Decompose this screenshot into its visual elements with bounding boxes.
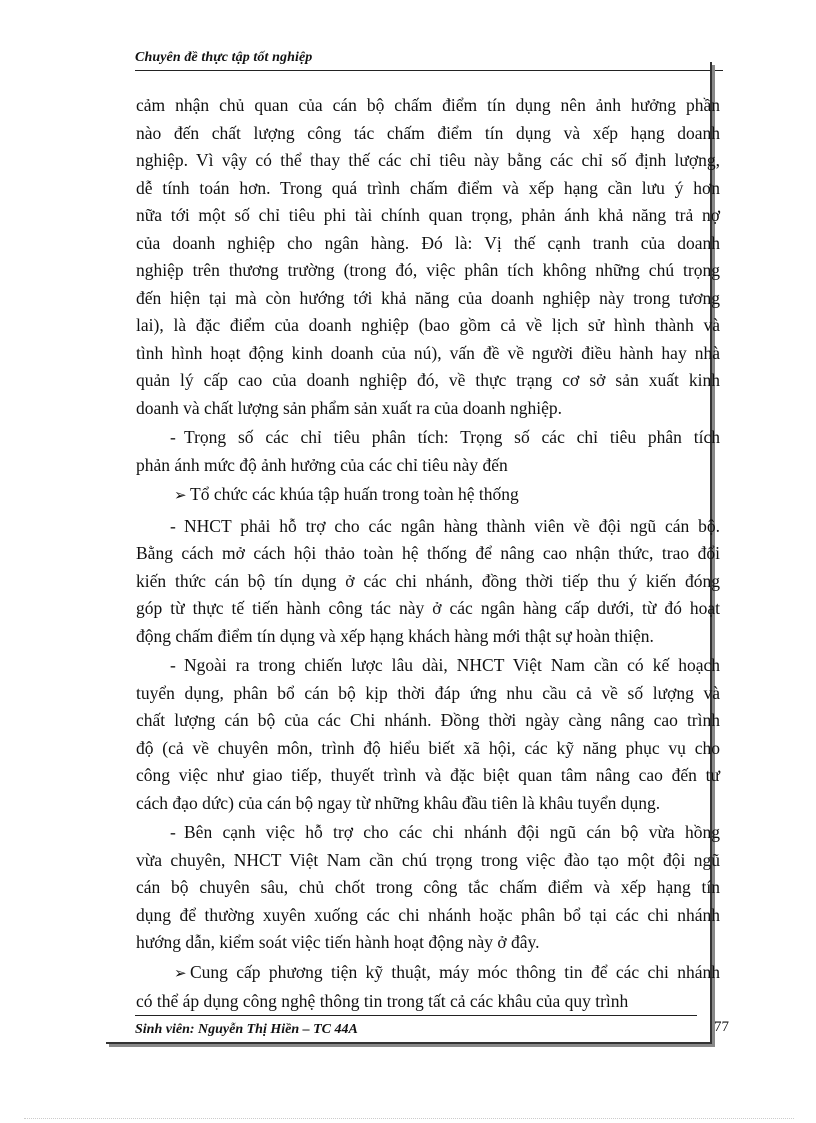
- page-footer: [135, 1015, 729, 1045]
- text-line: cán bộ chuyên sâu, chủ chốt trong công tắc chấm điểm và xếp hạng tín: [136, 877, 720, 897]
- text-line: đến hiện tại mà còn hướng tới khả năng của doanh nghiệp này trong tương: [136, 287, 720, 308]
- dash-bullet-icon: -: [170, 427, 176, 447]
- text-line: NHCT phải hỗ trợ cho các ngân hàng thành viên về đội ngũ cán bộ.: [184, 515, 720, 536]
- text-line: doanh và chất lượng sản phẩm sản xuất ra của doanh nghiệp.: [136, 397, 562, 418]
- text-line: Tổ chức các khúa tập huấn trong toàn hệ thống: [190, 484, 519, 504]
- text-line: lai), là đặc điểm của doanh nghiệp (bao gồm cả về lịch sử hình thành và: [136, 315, 720, 335]
- text-line: phản ánh mức độ ảnh hưởng của các chỉ tiêu này đến: [136, 454, 508, 475]
- dash-paragraph: [136, 652, 720, 817]
- text-line: hướng dẫn, kiểm soát việc tiến hành hoạt động này ở đây.: [136, 932, 540, 952]
- text-line: chất lượng cán bộ của các Chi nhánh. Đồng thời ngày càng nâng cao trình: [136, 710, 720, 730]
- dash-paragraph: [136, 819, 720, 957]
- text-line: của doanh nghiệp cho ngân hàng. Đó là: Vị thế cạnh tranh của doanh: [136, 232, 720, 253]
- text-line: vừa chuyên, NHCT Việt Nam cần chú trọng trong việc đào tạo một đội ngũ: [136, 849, 720, 870]
- header-title: Chuyên đề thực tập tốt nghiệp: [135, 50, 313, 65]
- text-line: cách đạo dức) của cán bộ ngay từ những khâu đầu tiên là khâu tuyển dụng.: [136, 792, 661, 813]
- arrow-paragraph: [136, 481, 720, 511]
- footer-student: Sinh viên: Nguyễn Thị Hiền – TC 44A: [135, 1022, 358, 1037]
- text-line: tuyển dụng, phân bổ cán bộ kịp thời đáp ứng nhu cầu cả về số lượng và: [136, 682, 720, 703]
- text-line: động chấm điểm tín dụng và xếp hạng khách hàng mới thật sự hoàn thiện.: [136, 625, 654, 646]
- dash-bullet-icon: -: [170, 515, 176, 536]
- dash-paragraph: [136, 513, 720, 651]
- text-line: quản lý cấp cao của doanh nghiệp đó, về thực trạng cơ sở sản xuất kinh: [136, 370, 720, 390]
- dash-bullet-icon: -: [170, 822, 176, 842]
- text-line: góp từ thực tế tiến hành công tác này ở các ngân hàng cấp dưới, từ đó hoạt: [136, 598, 720, 618]
- text-line: công việc như giao tiếp, thuyết trình và đặc biệt quan tâm nâng cao đến tư: [136, 765, 720, 785]
- arrow-bullet-icon: ➢: [174, 488, 187, 504]
- text-line: cảm nhận chủ quan của cán bộ chấm điểm tín dụng nên ảnh hưởng phần: [136, 95, 720, 115]
- text-line: có thể áp dụng công nghệ thông tin trong tất cả các khâu của quy trình: [136, 991, 629, 1011]
- page-number: 77: [714, 1019, 729, 1035]
- text-line: Cung cấp phương tiện kỹ thuật, máy móc thông tin để các chi nhánh: [190, 961, 720, 982]
- document-body: [136, 92, 720, 1016]
- arrow-paragraph: [136, 959, 720, 1016]
- text-line: Bên cạnh việc hỗ trợ cho các chi nhánh đội ngũ cán bộ vừa hồng: [184, 822, 720, 842]
- text-line: tình hình hoạt động kinh doanh của nú), vấn đề về người điều hành hay nhà: [136, 342, 720, 363]
- dash-bullet-icon: -: [170, 655, 176, 675]
- text-line: Ngoài ra trong chiến lược lâu dài, NHCT Việt Nam cần có kế hoạch: [184, 655, 720, 675]
- text-line: nghiệp. Vì vậy có thể thay thế các chỉ tiêu này bằng các chỉ số định lượng,: [136, 150, 720, 170]
- page-bottom-dotted-edge: [24, 1118, 794, 1119]
- text-line: dễ tính toán hơn. Trong quá trình chấm điểm và xếp hạng cần lưu ý hơn: [136, 177, 720, 198]
- paragraph: [136, 92, 720, 422]
- text-line: dụng để thường xuyên xuống các chi nhánh hoặc phân bổ tại các chi nhánh: [136, 904, 720, 925]
- text-line: Trọng số các chỉ tiêu phân tích: Trọng số các chỉ tiêu phân tích: [184, 427, 720, 447]
- text-line: kiến thức cán bộ tín dụng ở các chi nhánh, đồng thời tiếp thu ý kiến đóng: [136, 570, 720, 591]
- text-line: độ (cả về chuyên môn, trình độ hiểu biết xã hội, các kỹ năng phục vụ cho: [136, 737, 720, 758]
- dash-paragraph: [136, 424, 720, 479]
- text-line: Bằng cách mở cách hội thảo toàn hệ thống để nâng cao nhận thức, trao đổi: [136, 543, 720, 563]
- text-line: nữa tới một số chỉ tiêu phi tài chính quan trọng, phản ánh khả năng trả nợ: [136, 205, 720, 225]
- arrow-bullet-icon: ➢: [174, 965, 187, 982]
- footer-divider: [135, 1015, 697, 1016]
- text-line: nào đến chất lượng công tác chấm điểm tín dụng và xếp hạng doanh: [136, 122, 720, 143]
- text-line: nghiệp trên thương trường (trong đó, việc phân tích không những chú trọng: [136, 260, 720, 280]
